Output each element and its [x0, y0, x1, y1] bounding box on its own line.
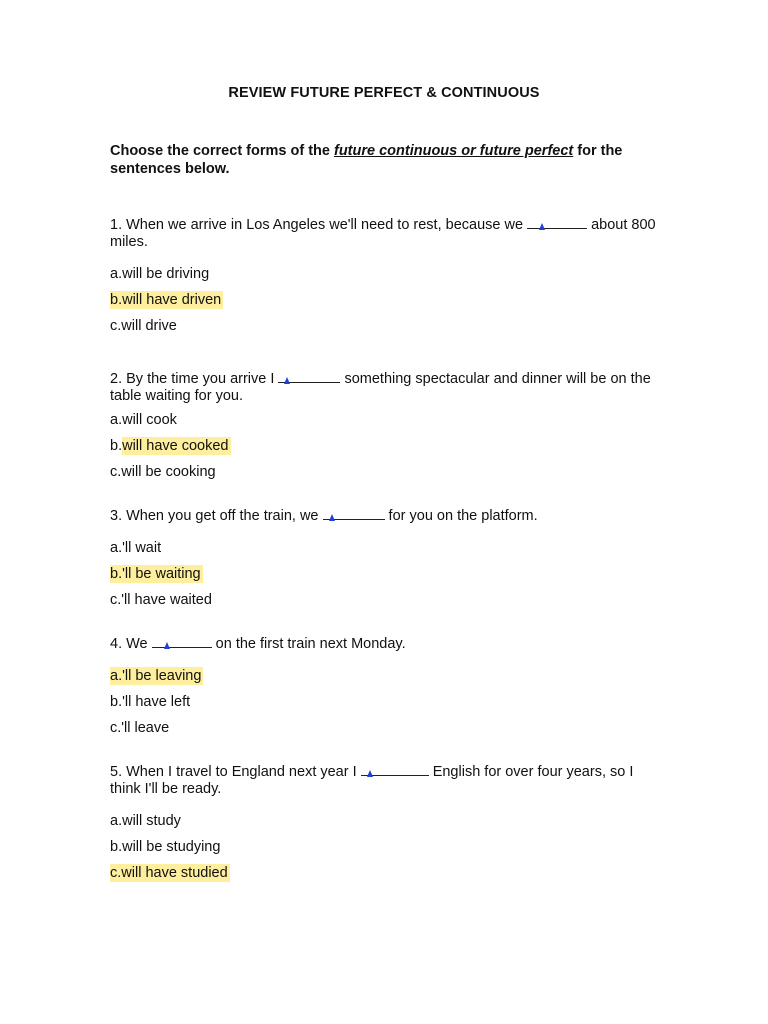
question-1-option-c: [110, 317, 177, 335]
question-1-after: about 800 miles.: [110, 217, 656, 250]
question-2-blank: [278, 370, 340, 383]
option-text: c.will be cooking: [110, 464, 216, 480]
option-prefix: b.: [110, 438, 123, 454]
caret-mark: [284, 377, 290, 384]
option-text-highlighted: b.will have driven: [110, 292, 222, 308]
option-text-highlighted: will have cooked: [122, 438, 229, 454]
question-1-option-b: [110, 291, 223, 309]
question-2-before: 2. By the time you arrive I: [110, 371, 279, 387]
instructions-before: Choose the correct forms of the: [110, 143, 334, 159]
question-4-after: on the first train next Monday.: [211, 636, 406, 652]
option-text: b.will be studying: [110, 839, 221, 855]
option-text-highlighted: a.'ll be leaving: [110, 668, 202, 684]
instructions-emphasis: future continuous or future perfect: [333, 143, 574, 159]
option-text: a.'ll wait: [110, 540, 162, 556]
question-4-blank: [152, 635, 212, 648]
question-3-option-a: [110, 539, 161, 557]
option-text-highlighted: b.'ll be waiting: [110, 566, 201, 582]
question-4: [110, 635, 666, 653]
question-5-before: 5. When I travel to England next year I: [110, 764, 361, 780]
question-3-blank: [323, 507, 385, 520]
option-text: a.will study: [110, 813, 181, 829]
question-2-option-b: [110, 437, 231, 455]
caret-mark: [164, 642, 170, 649]
instructions: [110, 142, 666, 178]
option-text: a.will cook: [110, 412, 177, 428]
question-1: [110, 216, 666, 250]
caret-mark: [367, 770, 373, 777]
question-3-option-c: [110, 591, 212, 609]
question-4-option-b: [110, 693, 190, 711]
caret-mark: [539, 223, 545, 230]
question-5-option-c: [110, 864, 230, 882]
question-3-after: for you on the platform.: [384, 508, 538, 524]
question-5-option-a: [110, 812, 181, 830]
question-4-before: 4. We: [110, 636, 152, 652]
question-4-option-a: [110, 667, 203, 685]
question-5-option-b: [110, 838, 220, 856]
question-1-option-a: [110, 265, 209, 283]
question-5: [110, 763, 666, 797]
option-text: c.'ll have waited: [110, 592, 212, 608]
question-1-blank: [527, 216, 587, 229]
question-5-after: English for over four years, so I think I'll be ready.: [110, 764, 634, 797]
question-1-before: 1. When we arrive in Los Angeles we'll need to rest, because we: [110, 217, 528, 233]
question-5-blank: [361, 763, 429, 776]
question-2: [110, 370, 666, 404]
option-text-highlighted: c.will have studied: [110, 865, 228, 881]
question-2-after: something spectacular and dinner will be on the table waiting for you.: [110, 371, 651, 404]
question-3: [110, 507, 666, 525]
question-4-option-c: [110, 719, 169, 737]
option-text: c.will drive: [110, 318, 177, 334]
caret-mark: [329, 514, 335, 521]
question-3-before: 3. When you get off the train, we: [110, 508, 323, 524]
question-3-option-b: [110, 565, 203, 583]
option-text: c.'ll leave: [110, 720, 170, 736]
question-2-option-a: [110, 411, 177, 429]
option-text: b.'ll have left: [110, 694, 191, 710]
option-text: a.will be driving: [110, 266, 210, 282]
page-title: REVIEW FUTURE PERFECT & CONTINUOUS: [228, 85, 540, 101]
instructions-after: for the sentences below.: [110, 143, 623, 177]
question-2-option-c: [110, 463, 216, 481]
